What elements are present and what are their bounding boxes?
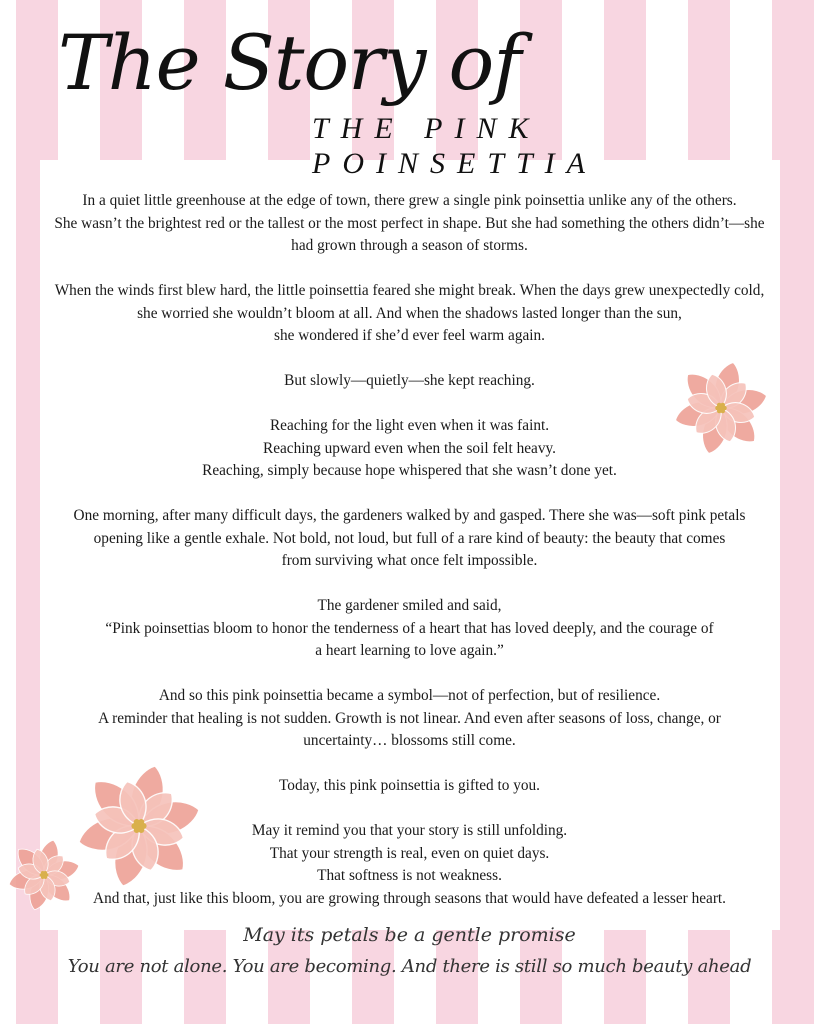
story-line: But slowly—quietly—she kept reaching. [284,372,535,389]
closing-line-2: You are not alone. You are becoming. And there is still so much beauty ahead [67,956,752,977]
story-line: uncertainty… blossoms still come. [303,732,516,749]
poinsettia-flower-icon [4,838,84,912]
story-paragraph [0,190,819,258]
title-line-2: POINSETTIA [312,147,597,180]
story-paragraph [0,280,819,348]
story-line: In a quiet little greenhouse at the edge of town, there grew a single pink poinsettia unlike any of the others. [82,192,737,209]
story-line: opening like a gentle exhale. Not bold, not loud, but full of a rare kind of beauty: the beauty that comes [93,529,726,547]
story-line: Reaching upward even when the soil felt heavy. [263,439,556,457]
story-line: A reminder that healing is not sudden. Growth is not linear. And even after seasons of loss, change, or [98,709,721,727]
story-line: from surviving what once felt impossible. [281,552,538,569]
poinsettia-flower-icon [668,360,774,456]
story-paragraph [0,685,819,753]
story-line: “Pink poinsettias bloom to honor the tenderness of a heart that has loved deeply, and the courage of [105,619,714,637]
story-line: had grown through a season of storms. [291,237,528,254]
story-paragraph [0,595,819,663]
story-line: That your strength is real, even on quiet days. [269,844,550,862]
story-line: a heart learning to love again.” [315,642,504,659]
story-line: Reaching for the light even when it was faint. [269,417,550,434]
story-line: When the winds first blew hard, the little poinsettia feared she might break. When the days grew unexpectedly cold, [54,282,765,299]
story-line: Reaching, simply because hope whispered that she wasn’t done yet. [202,462,617,479]
story-line: That softness is not weakness. [317,867,502,884]
title-script: The Story of [58,18,521,107]
closing-line-1: May its petals be a gentle promise [243,924,576,946]
story-line: And that, just like this bloom, you are growing through seasons that would have defeated a lesser heart. [93,889,726,907]
story-line: She wasn’t the brightest red or the tallest or the most perfect in shape. But she had something the others didn’t—she [54,214,765,232]
story-paragraph [0,505,819,573]
story-line: One morning, after many difficult days, the gardeners walked by and gasped. There she was—soft pink petals [73,507,746,524]
story-line: The gardener smiled and said, [317,597,502,614]
story-line: And so this pink poinsettia became a symbol—not of perfection, but of resilience. [158,687,661,704]
story-line: Today, this pink poinsettia is gifted to you. [279,777,540,794]
story-line: she worried she wouldn’t bloom at all. And when the shadows lasted longer than the sun, [137,304,682,322]
story-line: May it remind you that your story is still unfolding. [251,822,568,839]
poinsettia-flower-icon [70,762,208,890]
story-line: she wondered if she’d ever feel warm again. [274,327,545,344]
title-line-1: THE PINK [312,112,541,145]
